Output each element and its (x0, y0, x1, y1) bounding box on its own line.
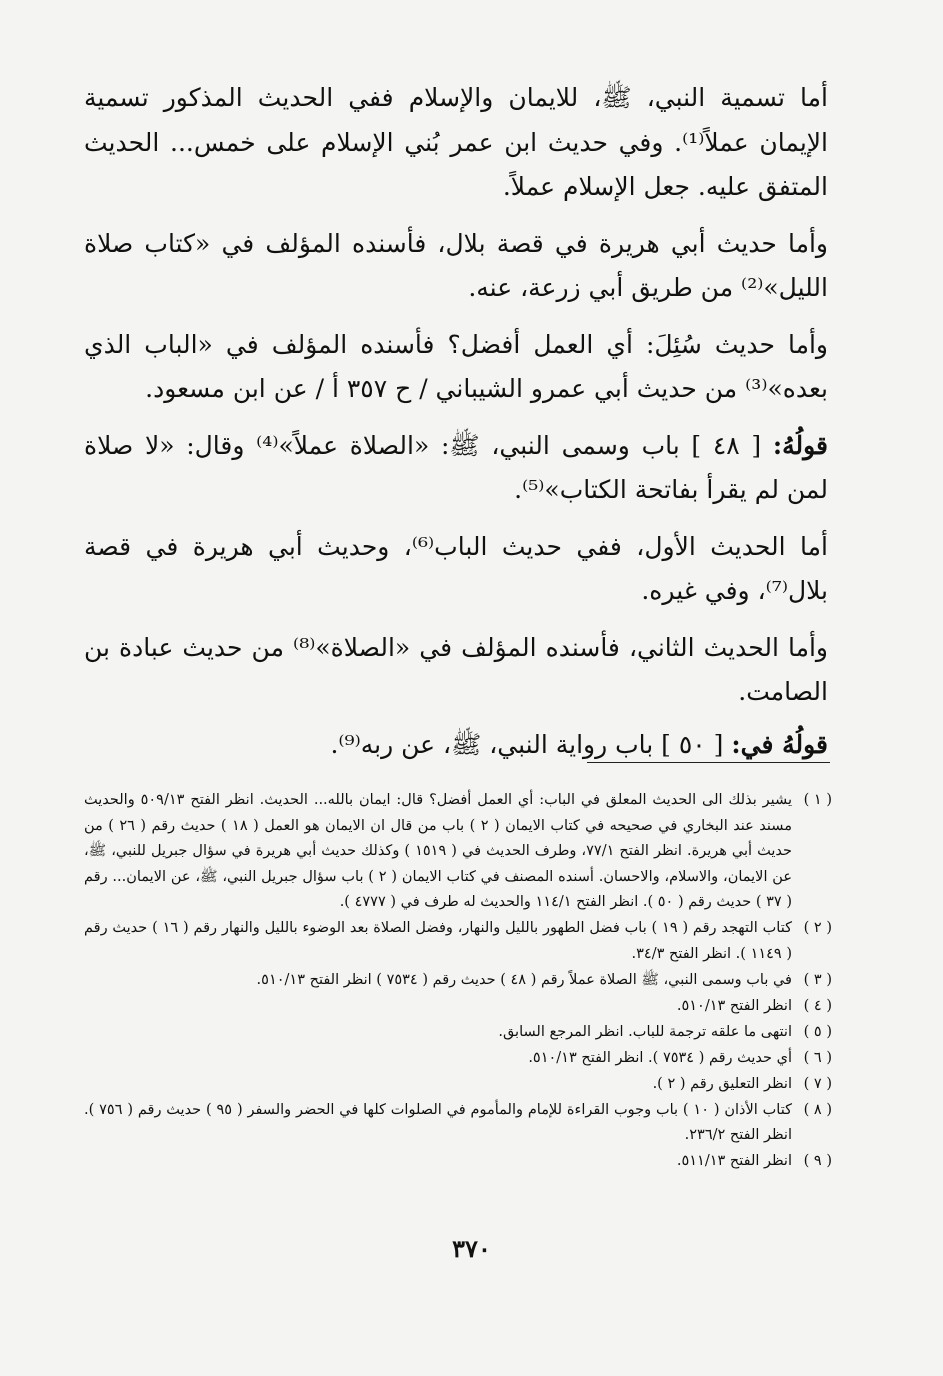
footnote-number: ( ٨ ) (803, 1101, 832, 1118)
footnote-number: ( ٦ ) (803, 1049, 832, 1066)
paragraph-text: أما تسمية النبي، ﷺ، للايمان والإسلام ففي الحديث المذكور تسمية الإيمان عملاً⁽¹⁾. وفي حديث ابن عمر بُني الإسلام على خمس... الحديث المتفق عليه. جعل الإسلام عملاً. (84, 83, 828, 201)
paragraph-6 (84, 626, 828, 715)
paragraph-text: [ ٤٨ ] باب وسمى النبي، ﷺ: «الصلاة عملاً»⁽⁴⁾ وقال: «لا صلاة لمن لم يقرأ بفاتحة الكتاب»⁽⁵⁾. (84, 430, 828, 504)
footnote (84, 1098, 832, 1149)
footnotes (84, 788, 832, 1175)
footnote-text: في باب وسمى النبي، ﷺ الصلاة عملاً رقم ( ٤٨ ) حديث رقم ( ٧٥٣٤ ) انظر الفتح ٥١٠/١٣. (256, 971, 792, 988)
footnote (84, 1020, 832, 1046)
paragraph-1 (84, 76, 828, 210)
paragraph-text: وأما حديث أبي هريرة في قصة بلال، فأسنده المؤلف في «كتاب صلاة الليل»⁽²⁾ من طريق أبي زرعة، عنه. (84, 228, 828, 302)
footnote (84, 1046, 832, 1072)
paragraph-text: وأما حديث سُئِلَ: أي العمل أفضل؟ فأسنده المؤلف في «الباب الذي بعده»⁽³⁾ من حديث أبي عمرو الشيباني / ح ٣٥٧ أ / عن ابن مسعود. (84, 329, 828, 403)
paragraph-3 (84, 323, 828, 412)
footnote-number: ( ٩ ) (803, 1153, 832, 1169)
footnote (84, 1149, 832, 1175)
footnote-separator (587, 762, 830, 763)
footnote (84, 1072, 832, 1098)
footnote (84, 916, 832, 967)
footnote-number: ( ٣ ) (803, 971, 832, 988)
footnote-number: ( ٧ ) (803, 1075, 832, 1092)
footnote-text: كتاب الأذان ( ١٠ ) باب وجوب القراءة للإمام والمأموم في الصلوات كلها في الحضر والسفر ( ٩٥ ) حديث رقم ( ٧٥٦ ). انظر الفتح ٢٣٦/٢. (84, 1101, 792, 1143)
paragraph-text: أما الحديث الأول، ففي حديث الباب⁽⁶⁾، وحديث أبي هريرة في قصة بلال⁽⁷⁾، وفي غيره. (84, 531, 828, 605)
page-number: ٣٧٠ (452, 1234, 491, 1263)
footnote-number: ( ٤ ) (803, 997, 832, 1014)
footnote-text: انظر الفتح ٥١١/١٣. (676, 1153, 792, 1169)
paragraph-2 (84, 222, 828, 311)
footnote-number: ( ٢ ) (803, 920, 832, 936)
footnote-text: انتهى ما علقه ترجمة للباب. انظر المرجع السابق. (498, 1023, 792, 1040)
paragraph-7 (84, 723, 828, 768)
main-text (84, 76, 828, 779)
footnote (84, 968, 832, 994)
footnote-text: أي حديث رقم ( ٧٥٣٤ ). انظر الفتح ٥١٠/١٣. (528, 1049, 792, 1066)
footnote-text: يشير بذلك الى الحديث المعلق في الباب: أي العمل أفضل؟ قال: ايمان بالله... الحديث. انظر الفتح ٥٠٩/١٣ والحديث مسند عند البخاري في صحيحه في كتاب الايمان ( ٢ ) باب من قال ان الايمان هو العمل ( ١٨ ) حديث رقم ( ٢٦ ) من حديث أبي هريرة. انظر الفتح ٧٧/١، وطرف الحديث في ( ١٥١٩ ) وكذلك حديث أبي هريرة في سؤال جبريل للنبي، ﷺ، عن الايمان، والاسلام، والاحسان. أسنده المصنف في كتاب الايمان ( ٢ ) باب سؤال جبريل النبي، ﷺ، عن الايمان... رقم ( ٣٧ ) حديث رقم ( ٥٠ ). انظر الفتح ١١٤/١ والحديث له طرف في ( ٤٧٧٧ ). (84, 792, 792, 910)
footnote (84, 994, 832, 1020)
footnote-number: ( ١ ) (803, 792, 832, 808)
paragraph-4 (84, 424, 828, 513)
footnote-number: ( ٥ ) (803, 1023, 832, 1040)
footnote-text: انظر الفتح ٥١٠/١٣. (676, 997, 792, 1014)
paragraph-label: قولُهُ في: (731, 729, 828, 759)
footnote-text: انظر التعليق رقم ( ٢ ). (652, 1075, 792, 1092)
paragraph-text: [ ٥٠ ] باب رواية النبي، ﷺ، عن ربه⁽⁹⁾. (330, 729, 732, 759)
footnote-text: كتاب التهجد رقم ( ١٩ ) باب فضل الطهور بالليل والنهار، وفضل الصلاة بعد الوضوء بالليل والنهار رقم ( ١٦ ) حديث رقم ( ١١٤٩ ). انظر الفتح ٣٤/٣. (84, 920, 792, 962)
paragraph-text: وأما الحديث الثاني، فأسنده المؤلف في «الصلاة»⁽⁸⁾ من حديث عبادة بن الصامت. (84, 632, 829, 706)
paragraph-label: قولُهُ: (772, 430, 828, 460)
paragraph-5 (84, 525, 828, 614)
footnote (84, 788, 832, 916)
